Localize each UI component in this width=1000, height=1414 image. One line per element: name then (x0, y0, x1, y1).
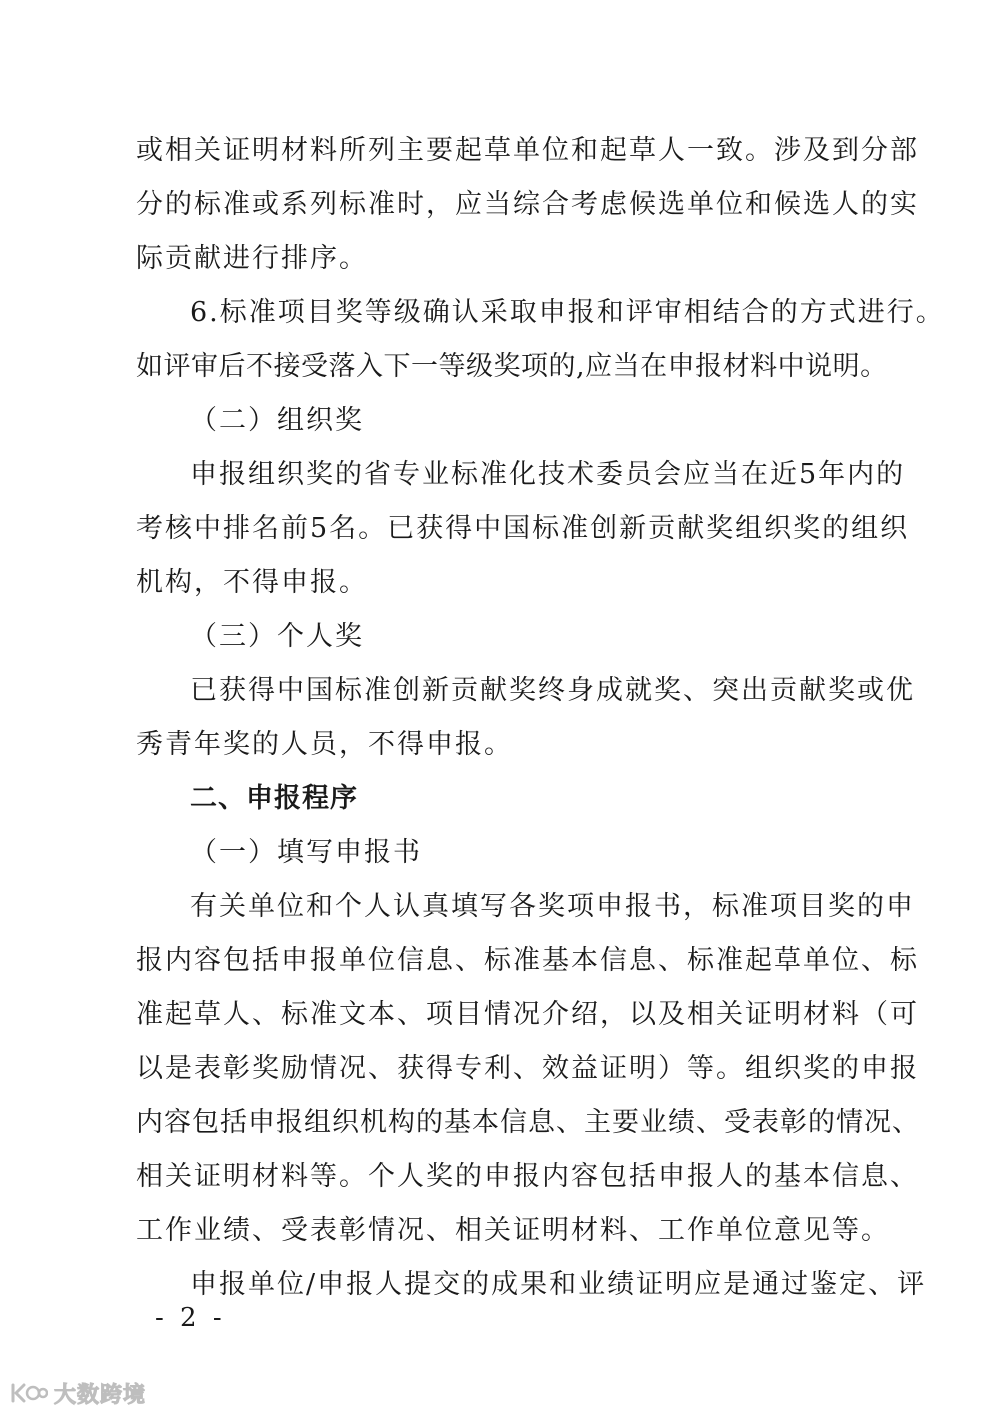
body-text-line: 机构，不得申报。 (136, 567, 368, 598)
body-text-line: 报内容包括申报单位信息、标准基本信息、标准起草单位、标 (136, 945, 919, 976)
body-text-line: 分的标准或系列标准时，应当综合考虑候选单位和候选人的实 (136, 189, 919, 220)
page-number: - 2 - (155, 1303, 226, 1333)
section-subheading: （一）填写申报书 (190, 837, 422, 868)
brand-logo-icon (10, 1381, 48, 1405)
body-text-line: 如评审后不接受落入下一等级奖项的,应当在申报材料中说明。 (136, 351, 888, 382)
body-text-line: 申报组织奖的省专业标准化技术委员会应当在近5年内的 (190, 459, 906, 490)
watermark (10, 1378, 146, 1408)
body-text-line: 以是表彰奖励情况、获得专利、效益证明）等。组织奖的申报 (136, 1053, 919, 1084)
body-text-line: 相关证明材料等。个人奖的申报内容包括申报人的基本信息、 (136, 1161, 919, 1192)
body-text-line: 或相关证明材料所列主要起草单位和起草人一致。涉及到分部 (136, 135, 919, 166)
body-text-line: 有关单位和个人认真填写各奖项申报书，标准项目奖的申 (190, 891, 915, 922)
body-text-line: 秀青年奖的人员，不得申报。 (136, 729, 513, 760)
body-text-line: 准起草人、标准文本、项目情况介绍，以及相关证明材料（可 (136, 999, 919, 1030)
body-text-line: 际贡献进行排序。 (136, 243, 368, 274)
body-text-line: 内容包括申报组织机构的基本信息、主要业绩、受表彰的情况、 (136, 1107, 920, 1138)
section-subheading: （三）个人奖 (190, 621, 364, 652)
watermark-text: 大数跨境 (54, 1382, 147, 1408)
body-text-line: 工作业绩、受表彰情况、相关证明材料、工作单位意见等。 (136, 1215, 890, 1246)
section-heading: 二、申报程序 (190, 783, 358, 814)
section-subheading: （二）组织奖 (190, 405, 364, 436)
body-text-line: 已获得中国标准创新贡献奖终身成就奖、突出贡献奖或优 (190, 675, 915, 706)
body-text-line: 申报单位/申报人提交的成果和业绩证明应是通过鉴定、评 (190, 1269, 927, 1300)
body-text-line: 考核中排名前5名。已获得中国标准创新贡献奖组织奖的组织 (136, 513, 910, 544)
body-text-line: 6.标准项目奖等级确认采取申报和评审相结合的方式进行。 (190, 297, 945, 328)
